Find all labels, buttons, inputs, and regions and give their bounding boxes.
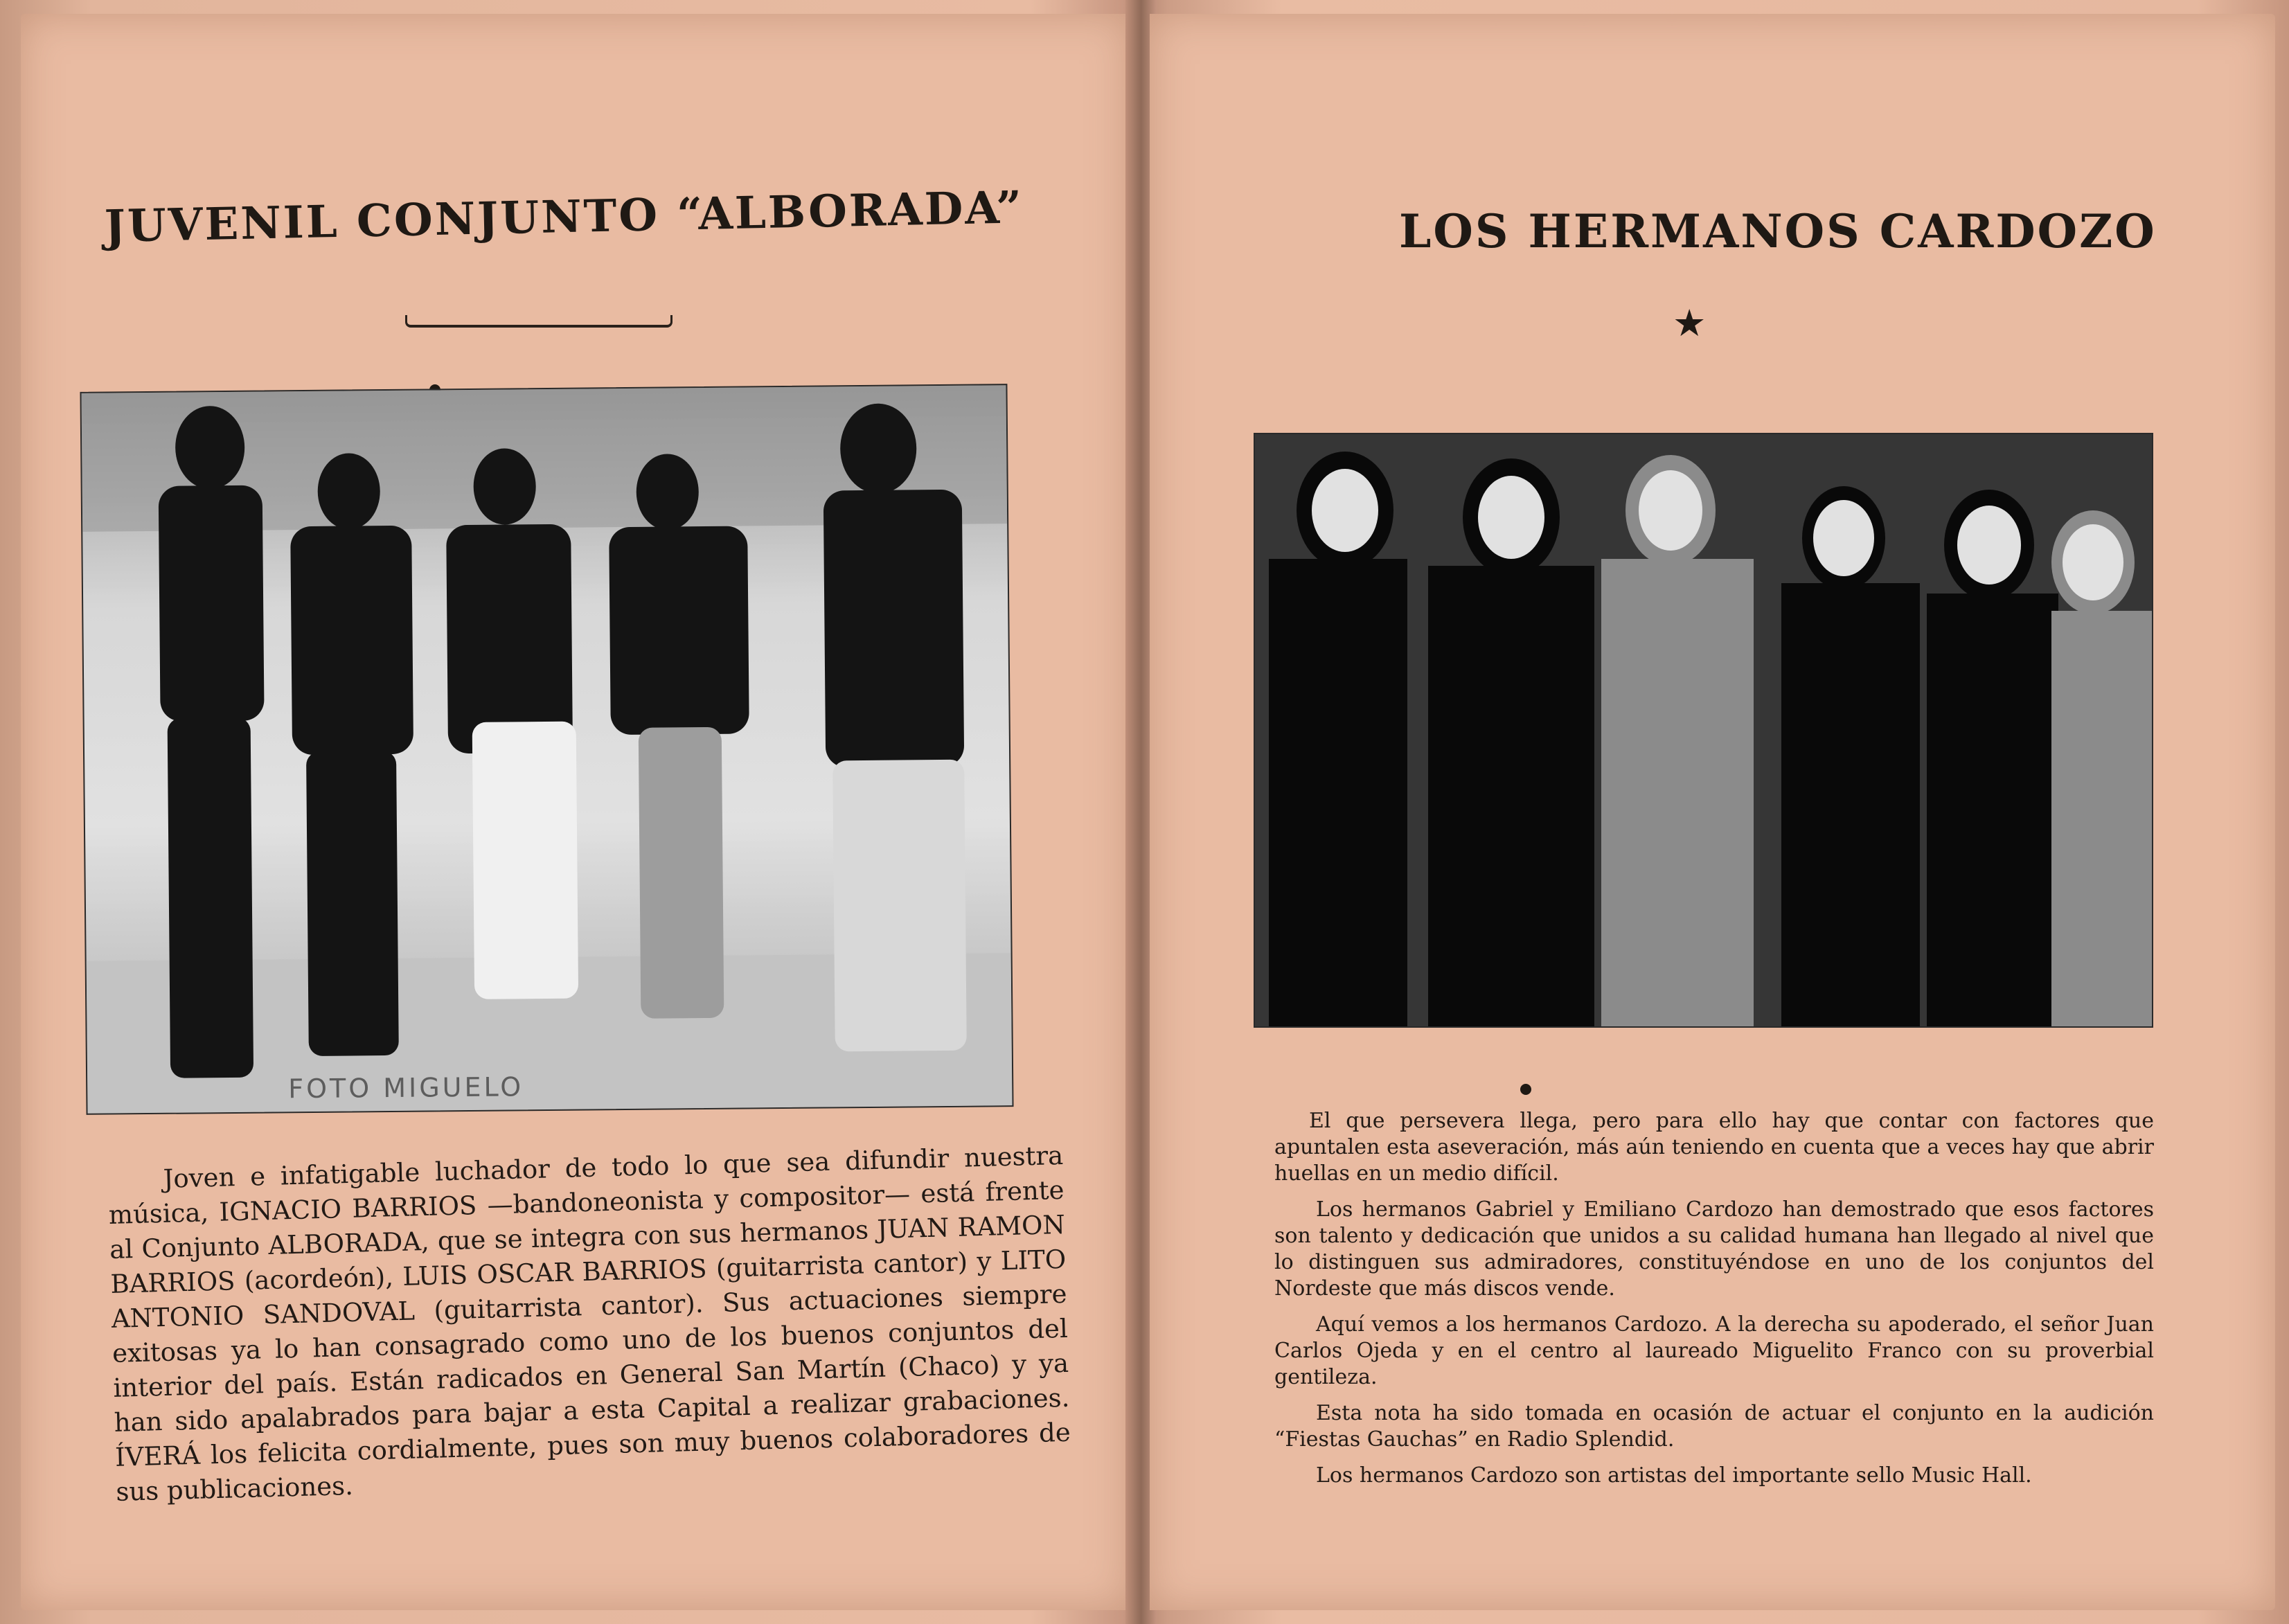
alborada-article-text: Joven e infatigable luchador de todo lo que sea difundir nuestra música, IGNACIO BARRIOS —bandoneonista y compositor— está frente al Conjunto ALBORADA, que se integra con sus hermanos JUAN RAMON BARRIOS (acordeón), LUIS OSCAR BARRIOS (guitarrista cantor) y LITO ANTONIO SANDOVAL (guitarrista cantor). Sus actuaciones siempre exitosas ya lo han consagrado como uno de los buenos conjuntos del interior del país. Están radicados en General San Martín (Chaco) y ya han sido apalabrados para bajar a esta Capital a realizar grabaciones. ÍVERÁ los felicita cordialmente, pues son muy buenos colaboradores de sus publicaciones.: [108, 1140, 1071, 1507]
photo-figures: [81, 385, 1012, 1114]
cardozo-group-photo: [1254, 433, 2153, 1028]
article-paragraph: Los hermanos Gabriel y Emiliano Cardozo han demostrado que esos factores son talento y dedicación que unidos a su calidad humana han llegado al nivel que lo distinguen sus admiradores, constituyéndose en uno de los conjuntos del Nordeste que más discos vende.: [1274, 1197, 2154, 1301]
article-paragraph: Aquí vemos a los hermanos Cardozo. A la derecha su apoderado, el señor Juan Carlos Ojeda y en el centro al laureado Miguelito Franco con su proverbial gentileza.: [1274, 1312, 2154, 1389]
photo-figures: [1255, 434, 2152, 1026]
article-paragraph: Esta nota ha sido tomada en ocasión de actuar el conjunto en la audición “Fiestas Gauchas” en Radio Splendid.: [1274, 1401, 2154, 1452]
alborada-group-photo: [80, 384, 1013, 1115]
left-page: [21, 14, 1129, 1610]
left-page-title: JUVENIL CONJUNTO “ALBORADA”: [104, 181, 1024, 253]
article-paragraph: Los hermanos Cardozo son artistas del importante sello Music Hall.: [1316, 1463, 2032, 1488]
article-paragraph: El que persevera llega, pero para ello hay que contar con factores que apuntalen esta aseveración, más aún teniendo en cuenta que a veces hay que abrir huellas en un medio difícil.: [1274, 1109, 2154, 1186]
title-underline-ornament: [405, 315, 673, 328]
star-ornament-icon: ★: [1673, 301, 1707, 345]
cardozo-article-text: [1274, 1108, 2154, 1499]
photo-credit: FOTO MIGUELO: [288, 1071, 524, 1105]
right-page-title: LOS HERMANOS CARDOZO: [1399, 204, 2157, 258]
right-page: [1150, 14, 2275, 1610]
ink-dot: [1520, 1084, 1531, 1095]
